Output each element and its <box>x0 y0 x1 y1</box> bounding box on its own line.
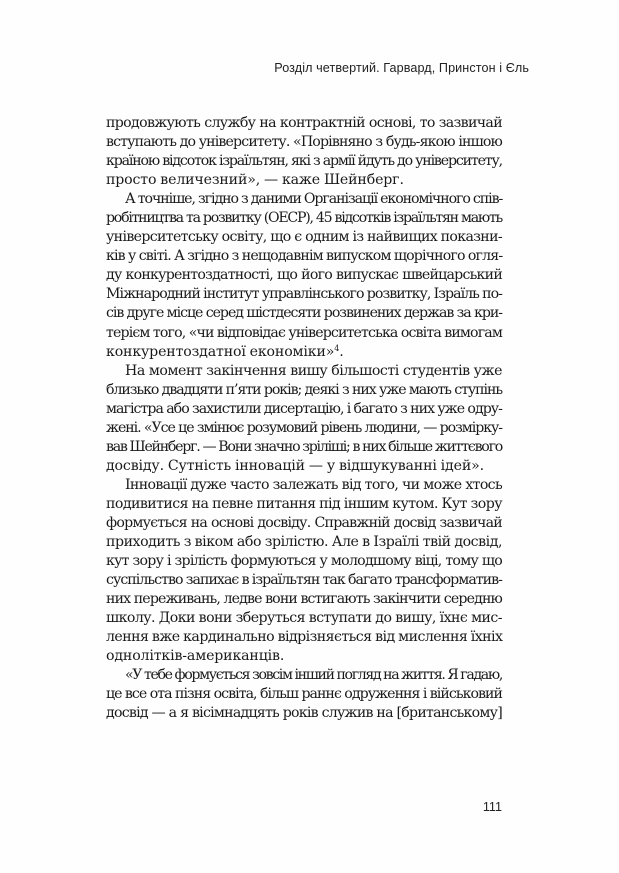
text-line: вступають до університету. «Порівняно з будь-якою іншою <box>106 134 502 151</box>
text-line: кут зору і зрілість формуються у молодшому віці, тому що <box>106 553 502 570</box>
text-line: продовжують службу на контрактній основі, то зазвичай <box>106 115 502 131</box>
paragraph <box>106 114 502 190</box>
paragraph <box>106 476 502 666</box>
running-header: Розділ четвертий. Гарвард, Принстон і Єль <box>274 61 529 75</box>
text-line: них переживань, ледве вони встигають закінчити середню <box>106 591 502 608</box>
text-line: досвіду. Сутність інновацій — у відшукуванні ідей». <box>106 457 484 474</box>
text-line: Інновації дуже часто залежать від того, чи може хтось <box>125 476 502 493</box>
paragraph <box>106 362 502 476</box>
text-line: «У тебе формується зовсім інший погляд на життя. Я гадаю, <box>125 667 502 684</box>
text-line: країною відсоток ізраїльтян, які з армії йдуть до університету, <box>106 153 502 170</box>
footnote-marker: 4 <box>334 343 340 353</box>
line-punctuation: . <box>339 343 344 360</box>
text-line: приходить з віком або зрілістю. Але в Ізраїлі твій досвід, <box>106 534 502 551</box>
text-line: ду конкурентоздатності, що його випускає швейцарський <box>106 267 502 284</box>
text-line: університетську освіту, що є одним із найвищих показни- <box>106 229 502 246</box>
text-line: сів друге місце серед шістдесяти розвинених держав за кри- <box>106 305 502 322</box>
text-line: це все ота пізня освіта, більш раннє одруження і військовий <box>106 686 502 703</box>
paragraph <box>106 190 502 361</box>
text-line: подивитися на певне питання під іншим кутом. Кут зору <box>106 495 502 512</box>
paragraph <box>106 666 502 723</box>
text-line: однолітків-американців. <box>106 648 285 665</box>
text-line: формується на основі досвіду. Справжній досвід зазвичай <box>106 514 502 531</box>
text-line: школу. Доки вони зберуться вступати до вишу, їхнє мис- <box>106 610 502 627</box>
text-line: жені. «Усе це змінює розумовий рівень людини, — розмірку- <box>106 419 502 436</box>
text-line: вав Шейнберг. — Вони значно зріліші; в них більше життєвого <box>106 438 502 455</box>
text-line <box>106 343 502 362</box>
line-text: конкурентоздатної економіки» <box>106 343 335 360</box>
text-line: лення вже кардинально відрізняється від мислення їхніх <box>106 629 503 646</box>
text-line: терієм того, «чи відповідає університетська освіта вимогам <box>106 324 502 341</box>
text-line: А точніше, згідно з даними Організації економічного спів- <box>125 191 503 208</box>
text-line: просто величезний», — каже Шейнберг. <box>106 172 404 189</box>
text-line: На момент закінчення вишу більшості студентів уже <box>125 362 502 379</box>
text-line: Міжнародний інститут управлінського розвитку, Ізраїль по- <box>106 286 502 303</box>
text-line: суспільство запихає в ізраїльтян так багато трансформатив- <box>106 572 502 589</box>
text-line: досвід — а я вісімнадцять років служив на [британському] <box>106 705 502 722</box>
body-text <box>106 114 502 724</box>
text-line: близько двадцяти п’яти років; деякі з них уже мають ступінь <box>106 381 502 398</box>
page-number: 111 <box>482 800 502 814</box>
text-line: робітництва та розвитку (ОЕСР), 45 відсотків ізраїльтян мають <box>106 210 502 227</box>
text-line: ків у світі. А згідно з нещодавнім випуском щорічного огля- <box>106 248 503 265</box>
text-line: магістра або захистили дисертацію, і багато з них уже одру- <box>106 400 502 417</box>
